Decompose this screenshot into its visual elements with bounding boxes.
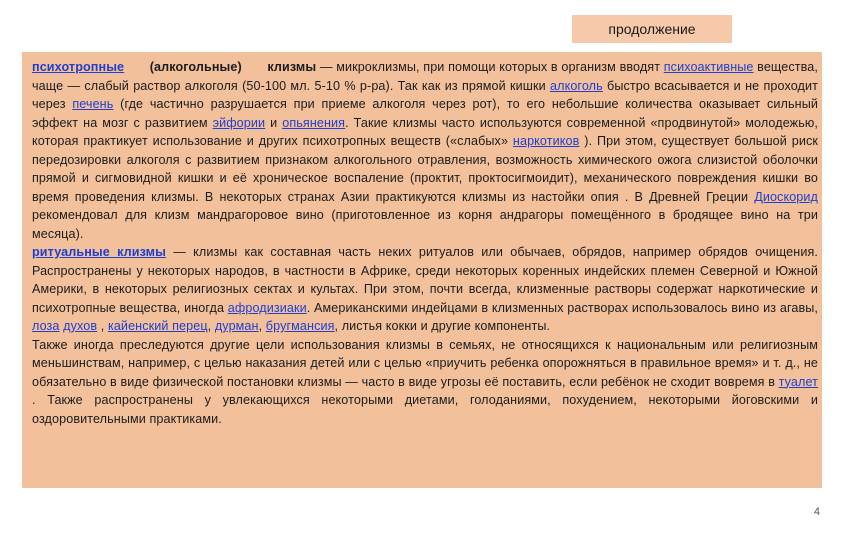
term-enemas: клизмы [267,60,317,74]
text-run: рекомендовал для клизм мандрагоровое вино (приготовленное из корня андрагоры помещённого в бродящее вино на три месяца). [32,208,818,241]
link-euphoria[interactable]: эйфории [212,115,266,130]
term-alcoholic: (алкогольные) [149,60,242,74]
text-run: . Также распространены у увлекающихся некоторыми диетами, голоданиями, похудением, некоторыми йоговскими и оздоровительными практиками. [32,393,818,426]
text-run: — микроклизмы, при помощи которых в организм вводят [316,60,664,74]
link-dioscorides[interactable]: Диоскорид [754,189,818,204]
link-psychoactive[interactable]: психоактивные [663,60,754,74]
continuation-header: продолжение [572,15,732,43]
text-run: (где частично разрушается при приеме алкоголя через рот), то его небольшие количества оказывает сильный эффект на мозг с развитием [32,97,818,130]
link-alcohol[interactable]: алкоголь [550,78,603,93]
paragraph-psychotropic-enemas [32,58,818,243]
text-run: , [258,319,266,333]
text-run: Также иногда преследуются другие цели использования клизмы в семьях, не относящихся к национальным или религиозным меньшинствам, например, с целью наказания детей или с целью «приучить ребенка опорожняться в правильное время» и т. д., не обязательно в виде физической постановки клизмы — часто в виде угрозы её поставить, если ребёнок не сходит вовремя в [32,337,818,389]
text-run: . Такие клизмы часто используются современной «продвинутой» молодежью, которая практикует использование и других психотропных веществ («слабых» [32,115,818,148]
link-liver[interactable]: печень [72,97,114,111]
text-run: быстро всасывается и не проходит через [32,78,819,111]
page-number: 4 [813,506,820,518]
link-aphrodisiacs[interactable]: афродизиаки [227,300,307,315]
article-content [32,58,818,428]
link-vine[interactable]: лоза [32,319,60,333]
text-run: ). При этом, существует большой риск передозировки алкоголя с развитием признаком алкогольного отравления, возможность химического ожога слизистой оболочки прямой и сигмовидной кишки и её хроническое воспаление (проктит, проктосигмоидит), механического повреждения кишки во время проведения клизмы. В некоторых странах Азии практикуются клизмы из настойки опия . В Древней Греции [32,134,818,204]
link-intoxication[interactable]: опьянения [282,115,346,130]
text-run: вещества, чаще — слабый раствор алкоголя (50-100 мл. 5-10 % р-ра). Так как из прямой кишки [32,60,818,93]
link-psychotropic[interactable]: психотропные [32,60,125,74]
text-block [22,52,822,488]
link-brugmansia[interactable]: бругмансия [265,319,335,333]
link-toilet[interactable]: туалет [778,374,818,389]
text-run: , [207,319,215,333]
link-narcotics[interactable]: наркотиков [512,134,580,148]
link-spirits[interactable]: духов [63,319,98,333]
text-run: и [265,115,283,130]
link-ritual-enemas[interactable]: ритуальные клизмы [32,245,166,259]
paragraph-ritual-enemas [32,243,818,336]
text-run: . Американскими индейцами в клизменных растворах использовалось вино из агавы, [306,300,819,315]
text-run: , [97,319,108,333]
link-cayenne-pepper[interactable]: кайенский перец [107,319,208,333]
text-run: , листья кокки и другие компоненты. [334,319,551,333]
link-datura[interactable]: дурман [214,319,259,333]
text-run: — клизмы как составная часть неких ритуалов или обычаев, обрядов, например обрядов очищения. Распространены у некоторых народов, в частности в Африке, среди некоторых коренных индейских племен Северной и Южной Америки, в некоторых религиозных сектах и культах. При этом, почти всегда, клизменные растворы содержат наркотические и психотропные вещества, иногда [32,245,818,315]
paragraph-other-purposes [32,336,818,429]
